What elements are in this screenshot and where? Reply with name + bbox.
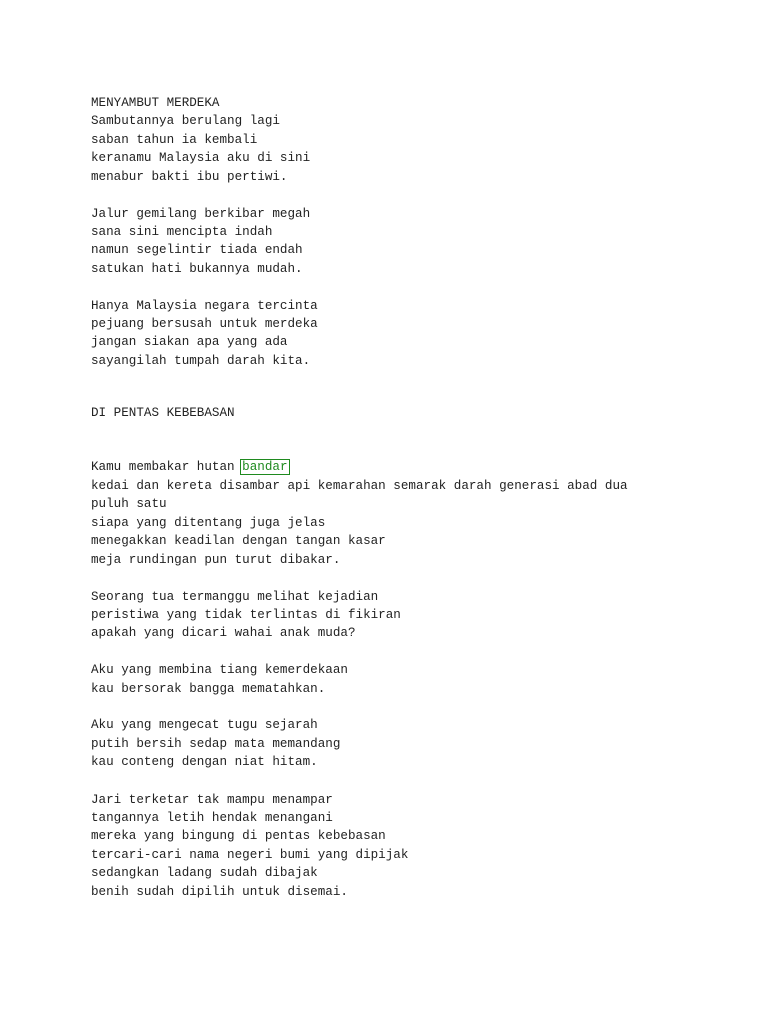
poem1-line: Sambutannya berulang lagi [91,114,280,128]
poem2-line: apakah yang dicari wahai anak muda? [91,626,356,640]
poem2-line: Aku yang mengecat tugu sejarah [91,718,318,732]
poem2-line: puluh satu [91,497,167,511]
poem2-line: tangannya letih hendak menangani [91,811,333,825]
poem2-line: putih bersih sedap mata memandang [91,737,341,751]
poem1-line: pejuang bersusah untuk merdeka [91,317,318,331]
poem2-line: siapa yang ditentang juga jelas [91,516,326,530]
poem2-line: Seorang tua termanggu melihat kejadian [91,590,379,604]
highlighted-word[interactable]: bandar [242,460,288,474]
poem2-line: kau bersorak bangga mematahkan. [91,682,326,696]
poem2-line: sedangkan ladang sudah dibajak [91,866,318,880]
poem2-line: meja rundingan pun turut dibakar. [91,553,341,567]
poem2-line: Aku yang membina tiang kemerdekaan [91,663,348,677]
poem1-line: sayangilah tumpah darah kita. [91,354,311,368]
poem2-line: kedai dan kereta disambar api kemarahan semarak darah generasi abad dua [91,479,628,493]
poem1-line: Jalur gemilang berkibar megah [91,207,311,221]
poem2-first-line-prefix: Kamu membakar hutan [91,460,243,474]
poem1-line: jangan siakan apa yang ada [91,335,288,349]
poem2-first-line [91,458,290,476]
poem2-line: benih sudah dipilih untuk disemai. [91,885,348,899]
poem1-line: namun segelintir tiada endah [91,243,303,257]
poem2-line: peristiwa yang tidak terlintas di fikiran [91,608,401,622]
poem2-title: DI PENTAS KEBEBASAN [91,406,235,420]
poem1-line: satukan hati bukannya mudah. [91,262,303,276]
poem1-line: menabur bakti ibu pertiwi. [91,170,288,184]
poem2-line: menegakkan keadilan dengan tangan kasar [91,534,386,548]
poem2-line: kau conteng dengan niat hitam. [91,755,318,769]
poem1-line: saban tahun ia kembali [91,133,258,147]
poem1-line: keranamu Malaysia aku di sini [91,151,311,165]
poem1-title: MENYAMBUT MERDEKA [91,96,220,110]
poem2-line: mereka yang bingung di pentas kebebasan [91,829,386,843]
poem1-line: sana sini mencipta indah [91,225,273,239]
poem2-line: tercari-cari nama negeri bumi yang dipijak [91,848,409,862]
poem2-line: Jari terketar tak mampu menampar [91,793,333,807]
poem1-line: Hanya Malaysia negara tercinta [91,299,318,313]
